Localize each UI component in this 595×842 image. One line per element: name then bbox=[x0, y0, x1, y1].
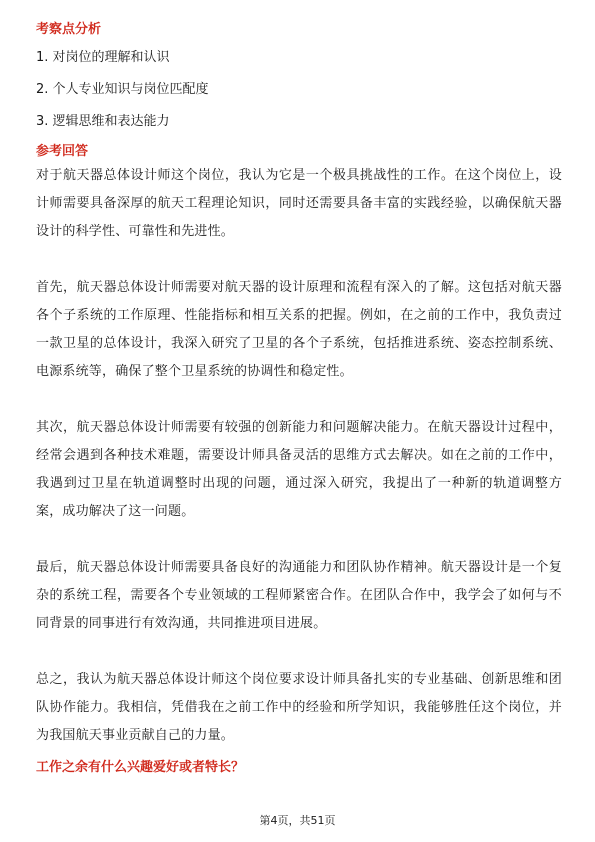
page-content bbox=[36, 20, 562, 778]
answer-paragraph-2: 首先，航天器总体设计师需要对航天器的设计原理和流程有深入的了解。这包括对航天器各个子系统的工作原理、性能指标和相互关系的把握。例如，在之前的工作中，我负责过一款卫星的总体设计，我深入研究了卫星的各个子系统，包括推进系统、姿态控制系统、电源系统等，确保了整个卫星系统的协调性和稳定性。 bbox=[36, 280, 562, 379]
page-number: 第4页，共51页 bbox=[259, 814, 336, 827]
answer-paragraph-1: 对于航天器总体设计师这个岗位，我认为它是一个极具挑战性的工作。在这个岗位上，设计师需要具备深厚的航天工程理论知识，同时还需要具备丰富的实践经验，以确保航天器设计的科学性、可靠性和先进性。 bbox=[36, 168, 562, 239]
analysis-item-3: 3. 逻辑思维和表达能力 bbox=[36, 114, 170, 129]
next-question-heading: 工作之余有什么兴趣爱好或者特长？ bbox=[36, 760, 245, 775]
analysis-heading: 考察点分析 bbox=[36, 22, 102, 37]
analysis-item-2: 2. 个人专业知识与岗位匹配度 bbox=[36, 82, 209, 97]
answer-paragraph-3: 其次，航天器总体设计师需要有较强的创新能力和问题解决能力。在航天器设计过程中，经常会遇到各种技术难题，需要设计师具备灵活的思维方式去解决。如在之前的工作中，我遇到过卫星在轨道调整时出现的问题，通过深入研究，我提出了一种新的轨道调整方案，成功解决了这一问题。 bbox=[36, 420, 562, 519]
analysis-item-1: 1. 对岗位的理解和认识 bbox=[36, 50, 170, 65]
answer-paragraph-4: 最后，航天器总体设计师需要具备良好的沟通能力和团队协作精神。航天器设计是一个复杂的系统工程，需要各个专业领域的工程师紧密合作。在团队合作中，我学会了如何与不同背景的同事进行有效沟通，共同推进项目进展。 bbox=[36, 560, 562, 631]
analysis-list bbox=[36, 48, 562, 132]
reference-answer-heading: 参考回答 bbox=[36, 144, 89, 159]
reference-answer-body bbox=[36, 162, 562, 750]
answer-paragraph-5: 总之，我认为航天器总体设计师这个岗位要求设计师具备扎实的专业基础、创新思维和团队协作能力。我相信，凭借我在之前工作中的经验和所学知识，我能够胜任这个岗位，并为我国航天事业贡献自己的力量。 bbox=[36, 672, 562, 743]
